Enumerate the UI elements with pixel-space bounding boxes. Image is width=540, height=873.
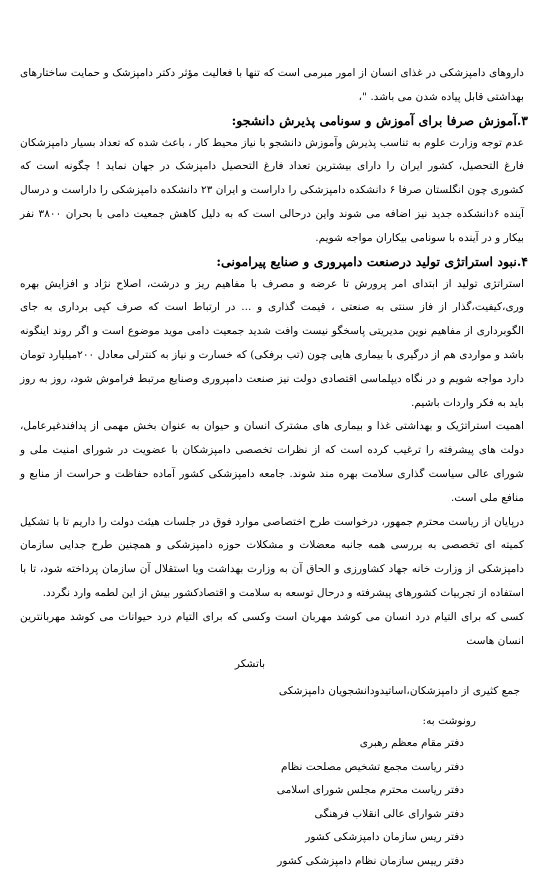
cc-recipient: دفتر رییس سازمان نظام دامپزشکی کشور xyxy=(277,854,464,867)
signature-line: جمع کثیری از دامپزشکان،اساتیدودانشجویان دامپزشکی xyxy=(278,685,520,698)
cc-recipient: دفتر شوارای عالی انقلاب فرهنگی xyxy=(314,807,464,820)
cc-recipient: دفتر ریاست محترم مجلس شورای اسلامی xyxy=(276,784,464,797)
strategic-importance-paragraph: اهمیت استراتژیک و بهداشتی غذا و بیماری های مشترک انسان و حیوان به عنوان بخش مهمی از پدافندغیرعامل، دولت های پیشرفته را ترغیب کرده است که از نظرات تخصصی دامپزشکان با عضویت در شورای امنیت ملی و شورای عالی سیاست گذاری سلامت بهره مند شوند. جامعه دامپزشکی کشور آماده حفاظت و حراست از منابع و منافع ملی است. xyxy=(20,420,524,504)
thanks-line: باتشکر xyxy=(234,658,266,671)
cc-recipient: دفتر ریاست مجمع تشخیص مصلحت نظام xyxy=(281,760,464,773)
section-3-heading: ۳.آموزش صرفا برای آموزش و سونامی پذیرش دانشجو: xyxy=(231,112,528,128)
cc-list xyxy=(12,732,528,873)
cc-recipient: دفتر مقام معظم رهبری xyxy=(359,737,464,750)
section-4-heading: ۴.نبود استراتژی تولید درصنعت دامپروری و صنایع پیرامونی: xyxy=(216,253,528,269)
cc-heading: رونوشت به: xyxy=(422,715,476,728)
cc-recipient: دفتر ریس سازمان دامپزشکی کشور xyxy=(305,831,464,844)
closing-quote: کسی که برای التیام درد انسان می کوشد مهربان است وکسی که برای التیام درد حیوانات می کوشد مهربانترین انسان هاست xyxy=(20,610,524,647)
request-paragraph: درپایان از ریاست محترم جمهور، درخواست طرح اختصاصی موارد فوق در جلسات هیئت دولت را داریم تا با تشکیل کمیته ای تخصصی به بررسی همه جانبه معضلات و مشکلات حوزه دامپزشکی و همچنین طرح جدایی سازمان دامپزشکی از وزارت خانه جهاد کشاورزی و الحاق آن به وزارت بهداشت ویا استقلال آن سازمان پرداخته شود، تا با استفاده از تجربیات کشورهای پیشرفته و درحال توسعه به سلامت و اقتصادکشور بیش از این لطمه وارد نگردد. xyxy=(20,515,524,599)
section-3-paragraph: عدم توجه وزارت علوم به تناسب پذیرش وآموزش دانشجو با نیاز محیط کار ، باعث شده که تعداد بسیار دامپزشکان فارغ التحصیل، کشور ایران را دارای بیشترین تعداد فارغ التحصیل دامپزشک در جهان نماید ! چگونه است که کشوری چون انگلستان صرفا ۶ دانشکده دامپزشکی را داراست و ایران ۲۳ دانشکده دامپزشکی را داراست و درسال آینده ۶دانشکده جدید نیز اضافه می شوند واین درحالی است که به دلیل کاهش جمعیت دامی با بحران ۳۸۰۰ نفر بیکار و در آینده با سونامی بیکاران مواجه شویم. xyxy=(20,136,524,244)
section-4-paragraph: استراتژی تولید از ابتدای امر پرورش تا عرضه و مصرف با مفاهیم ریز و درشت، اصلاح نژاد و افزایش بهره وری،کیفیت،گذار از فاز سنتی به صنعتی ، قیمت گذاری و ... در ارتباط است که صرف کپی برداری به جای الگوبرداری از مفاهیم نوین مدیریتی پاسخگو نیست وافت شدید جمعیت دامی موید موضوع است و اگر روند اینگونه باشد و مواردی هم از درگیری با بیماری هایی چون (تب برفکی) که خسارت و نیاز به کنترلی معادل ۲۰۰میلیارد تومان دارد مواجه شویم و در نگاه دیپلماسی اقتصادی دولت نیز صنعت دامپروری وصنایع مرتبط فراموش شود، روز به روز باید به فکر واردات باشیم. xyxy=(20,277,524,409)
intro-paragraph: داروهای دامپزشکی در غذای انسان از امور مبرمی است که تنها با فعالیت مؤثر دکتر دامپزشک و حمایت ساختارهای بهداشتی قابل پیاده شدن می باشد. "، xyxy=(20,67,524,103)
